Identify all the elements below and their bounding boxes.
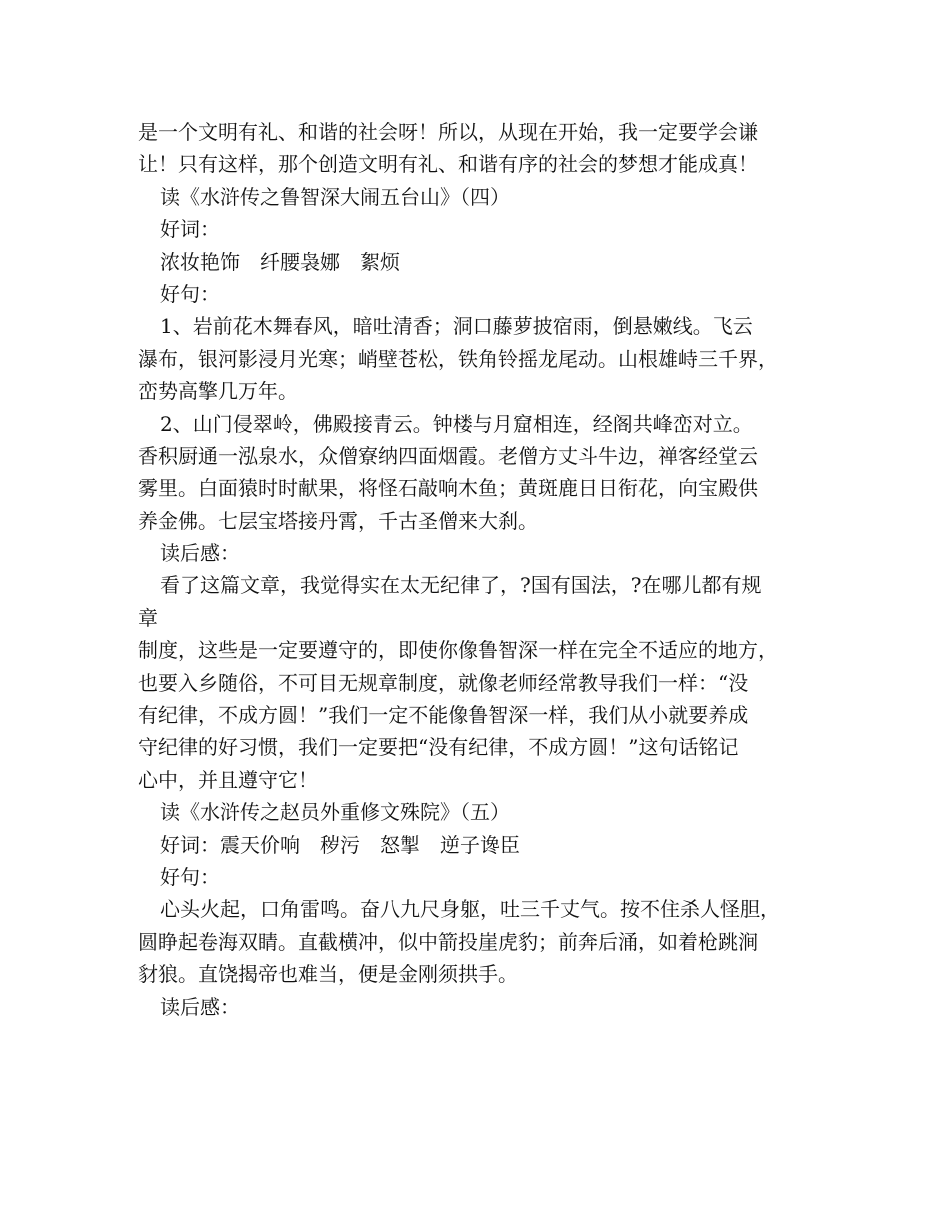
text-line: 是一个文明有礼、和谐的社会呀！所以，从现在开始，我一定要学会谦: [138, 120, 758, 144]
text-line: 1、岩前花木舞春风，暗吐清香；洞口藤萝披宿雨，倒悬嫩线。飞云: [160, 314, 753, 339]
section-heading: 读《水浒传之赵员外重修文殊院》（五）: [160, 800, 510, 825]
text-line: 峦势高擎几万年。: [138, 379, 298, 404]
label-good-words: 好词：震天价响 秽污 怒掣 逆子谗臣: [160, 832, 520, 857]
text-line: 养金佛。七层宝塔接丹霄，千古圣僧来大刹。: [138, 508, 538, 533]
text-line: 也要入乡随俗，不可目无规章制度，就像老师经常教导我们一样：“没: [138, 670, 749, 695]
document-body: [138, 116, 828, 1023]
text-line: 制度，这些是一定要遵守的，即使你像鲁智深一样在完全不适应的地方，: [138, 638, 778, 663]
text-line: 章: [138, 605, 158, 630]
text-line: 心中，并且遵守它！: [138, 767, 318, 792]
text-line: 浓妆艳饰 纤腰袅娜 絮烦: [160, 249, 400, 274]
text-line: 香积厨通一泓泉水，众僧寮纳四面烟霞。老僧方丈斗牛边，禅客经堂云: [138, 443, 758, 468]
text-line: 豺狼。直饶揭帝也难当，便是金刚须拱手。: [138, 962, 518, 987]
text-line: 圆睁起卷海双睛。直截横冲，似中箭投崖虎豹；前奔后涌，如着枪跳涧: [138, 929, 758, 954]
text-line: 守纪律的好习惯，我们一定要把“没有纪律，不成方圆！”这句话铭记: [138, 735, 739, 760]
label-good-words: 好词：: [160, 217, 220, 242]
label-good-sentences: 好句：: [160, 281, 220, 306]
label-reflection: 读后感：: [160, 541, 240, 566]
section-heading: 读《水浒传之鲁智深大闹五台山》（四）: [160, 184, 510, 209]
text-line: 有纪律，不成方圆！”我们一定不能像鲁智深一样，我们从小就要养成: [138, 703, 749, 728]
text-line: 瀑布，银河影浸月光寒；峭壁苍松，铁角铃摇龙尾动。山根雄峙三千界，: [138, 346, 778, 371]
text-line: 雾里。白面猿时时献果，将怪石敲响木鱼；黄斑鹿日日衔花，向宝殿供: [138, 476, 758, 501]
text-line: 2、山门侵翠岭，佛殿接青云。钟楼与月窟相连，经阁共峰峦对立。: [160, 411, 753, 436]
text-line: 让！只有这样，那个创造文明有礼、和谐有序的社会的梦想才能成真！: [138, 152, 758, 177]
label-good-sentences: 好句：: [160, 864, 220, 889]
label-reflection: 读后感：: [160, 994, 240, 1019]
text-line: 心头火起，口角雷鸣。奋八九尺身躯，吐三千丈气。按不住杀人怪胆，: [160, 897, 780, 922]
text-line: 看了这篇文章，我觉得实在太无纪律了，?国有国法，?在哪儿都有规: [160, 573, 762, 598]
